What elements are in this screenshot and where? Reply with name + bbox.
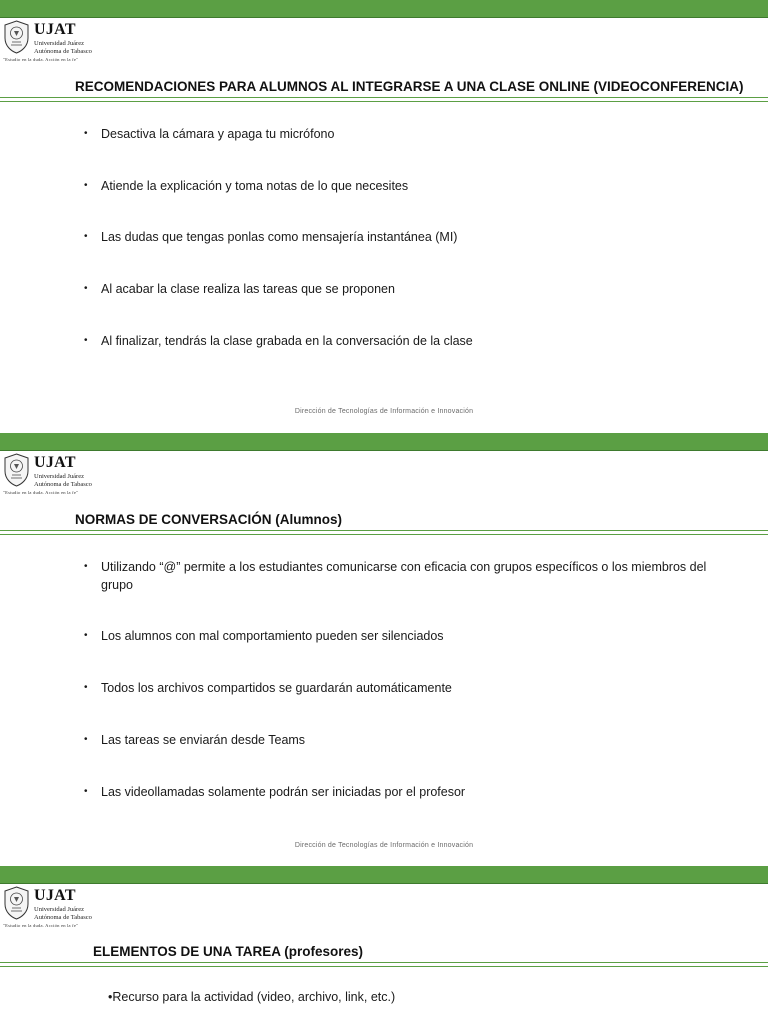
- logo-wordmark: UJAT: [34, 887, 76, 904]
- university-motto: "Estudio en la duda. Acción en la fe": [3, 923, 79, 928]
- logo-wordmark: UJAT: [34, 454, 76, 471]
- bullet-icon: •: [84, 786, 88, 797]
- university-seal-icon: [3, 20, 30, 54]
- bullet-icon: •: [84, 231, 88, 242]
- slide-title: NORMAS DE CONVERSACIÓN (Alumnos): [75, 512, 343, 527]
- slide-footer: Dirección de Tecnologías de Información e Innovación: [294, 842, 474, 849]
- university-name-line2: Autónoma de Tabasco: [34, 481, 92, 488]
- title-rule: [0, 97, 768, 102]
- title-rule: [0, 530, 768, 535]
- bullet-icon: •: [84, 630, 88, 641]
- university-name-line2: Autónoma de Tabasco: [34, 48, 92, 55]
- slide-2: UJAT Universidad Juárez Autónoma de Tabasco "Estudio en la duda. Acción en la fe" NORMAS DE CONVERSACIÓN (Alumnos) • Utilizando “@” permite a los estudiantes comunicarse con eficacia con grupos específicos o los miembros del grupo • Los alumnos con mal comportamiento pueden ser silenciados • Todos los archivos compartidos se guardarán automáticamente • Las tareas se enviarán desde Teams • Las videollamadas solamente podrán ser iniciadas por el profesor Dirección de Tecnologías de Información e Innovación: [0, 433, 768, 865]
- slide-header-bar: [0, 866, 768, 884]
- university-seal-icon: [3, 453, 30, 487]
- university-motto: "Estudio en la duda. Acción en la fe": [3, 57, 79, 62]
- slide-title: ELEMENTOS DE UNA TAREA (profesores): [93, 944, 364, 959]
- slide-3: UJAT Universidad Juárez Autónoma de Tabasco "Estudio en la duda. Acción en la fe" ELEMENTOS DE UNA TAREA (profesores) •Recurso para la actividad (video, archivo, link, etc.): [0, 866, 768, 1024]
- university-name-line1: Universidad Juárez: [34, 40, 84, 47]
- slide-header-bar: [0, 0, 768, 18]
- bullet-icon: •: [84, 734, 88, 745]
- university-motto: "Estudio en la duda. Acción en la fe": [3, 490, 79, 495]
- bullet-icon: •: [84, 180, 88, 191]
- university-name-line1: Universidad Juárez: [34, 906, 84, 913]
- title-rule: [0, 962, 768, 967]
- ujat-logo: [3, 453, 113, 497]
- bullet-icon: •: [84, 561, 88, 572]
- ujat-logo: [3, 886, 113, 930]
- slide-1: UJAT Universidad Juárez Autónoma de Tabasco "Estudio en la duda. Acción en la fe" RECOMENDACIONES PARA ALUMNOS AL INTEGRARSE A UNA CLASE ONLINE (VIDEOCONFERENCIA) • Desactiva la cámara y apaga tu micrófono • Atiende la explicación y toma notas de lo que necesites • Las dudas que tengas ponlas como mensajería instantánea (MI) • Al acabar la clase realiza las tareas que se proponen • Al finalizar, tendrás la clase grabada en la conversación de la clase Dirección de Tecnologías de Información e Innovación: [0, 0, 768, 432]
- bullet-icon: •: [84, 128, 88, 139]
- slide-header-bar: [0, 433, 768, 451]
- bullet-icon: •: [84, 335, 88, 346]
- university-name-line2: Autónoma de Tabasco: [34, 914, 92, 921]
- slide-footer: Dirección de Tecnologías de Información e Innovación: [294, 408, 474, 415]
- bullet-icon: •: [84, 283, 88, 294]
- logo-wordmark: UJAT: [34, 21, 76, 38]
- university-seal-icon: [3, 886, 30, 920]
- ujat-logo: [3, 20, 113, 64]
- bullet-icon: •: [84, 682, 88, 693]
- university-name-line1: Universidad Juárez: [34, 473, 84, 480]
- slide-title: RECOMENDACIONES PARA ALUMNOS AL INTEGRARSE A UNA CLASE ONLINE (VIDEOCONFERENCIA): [75, 79, 744, 94]
